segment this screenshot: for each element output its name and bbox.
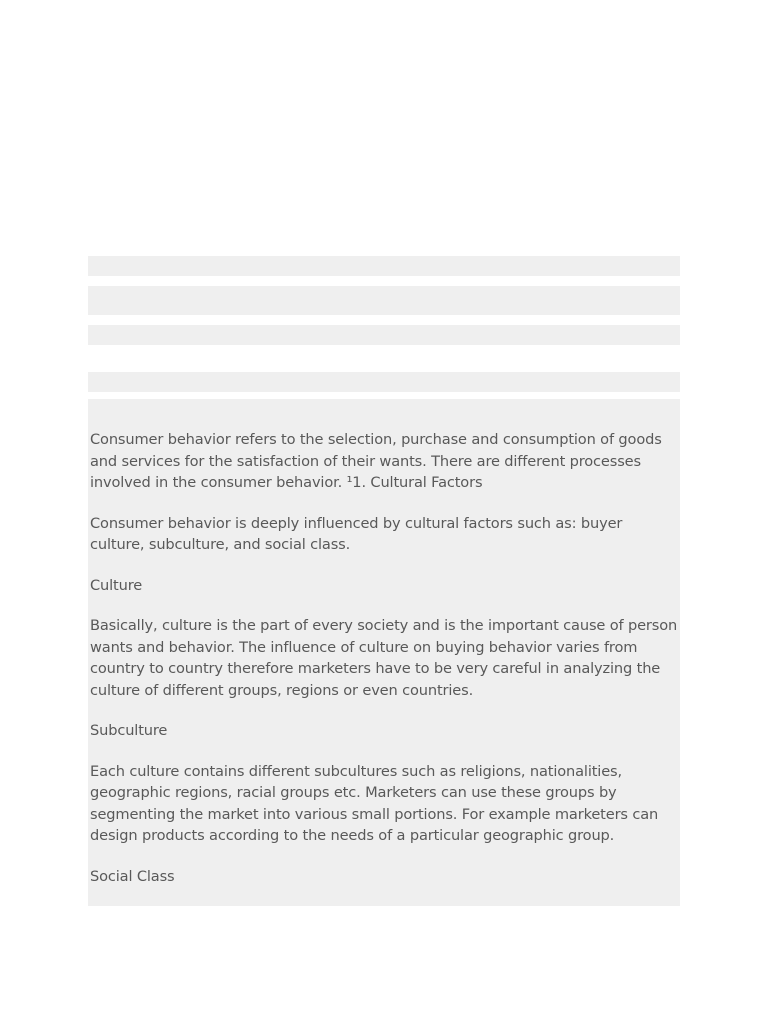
culture-paragraph: Basically, culture is the part of every society and is the important cause of person wants and behavior. The influence of culture on buying behavior varies from country to country therefore marketers have to be very careful in analyzing the culture of different groups, regions or even countries.	[90, 617, 678, 699]
article-content	[88, 399, 680, 906]
intro-paragraph: Consumer behavior refers to the selection, purchase and consumption of goods and services for the satisfaction of their wants. There are different processes involved in the consumer behavior. ¹1. Cultural Factors	[90, 431, 662, 491]
cultural-factors-paragraph: Consumer behavior is deeply influenced by cultural factors such as: buyer culture, subculture, and social class.	[90, 514, 623, 553]
placeholder-bar	[88, 372, 680, 392]
section-heading-social-class: Social Class	[90, 867, 175, 885]
subculture-paragraph: Each culture contains different subcultures such as religions, nationalities, geographic regions, racial groups etc. Marketers can use these groups by segmenting the market into various small portions. For example marketers can design products according to the needs of a particular geographic group.	[90, 762, 659, 844]
placeholder-bar	[88, 256, 680, 276]
placeholder-bar	[88, 286, 680, 315]
section-heading-culture: Culture	[90, 576, 143, 594]
section-heading-subculture: Subculture	[90, 722, 168, 739]
placeholder-bar	[88, 325, 680, 345]
